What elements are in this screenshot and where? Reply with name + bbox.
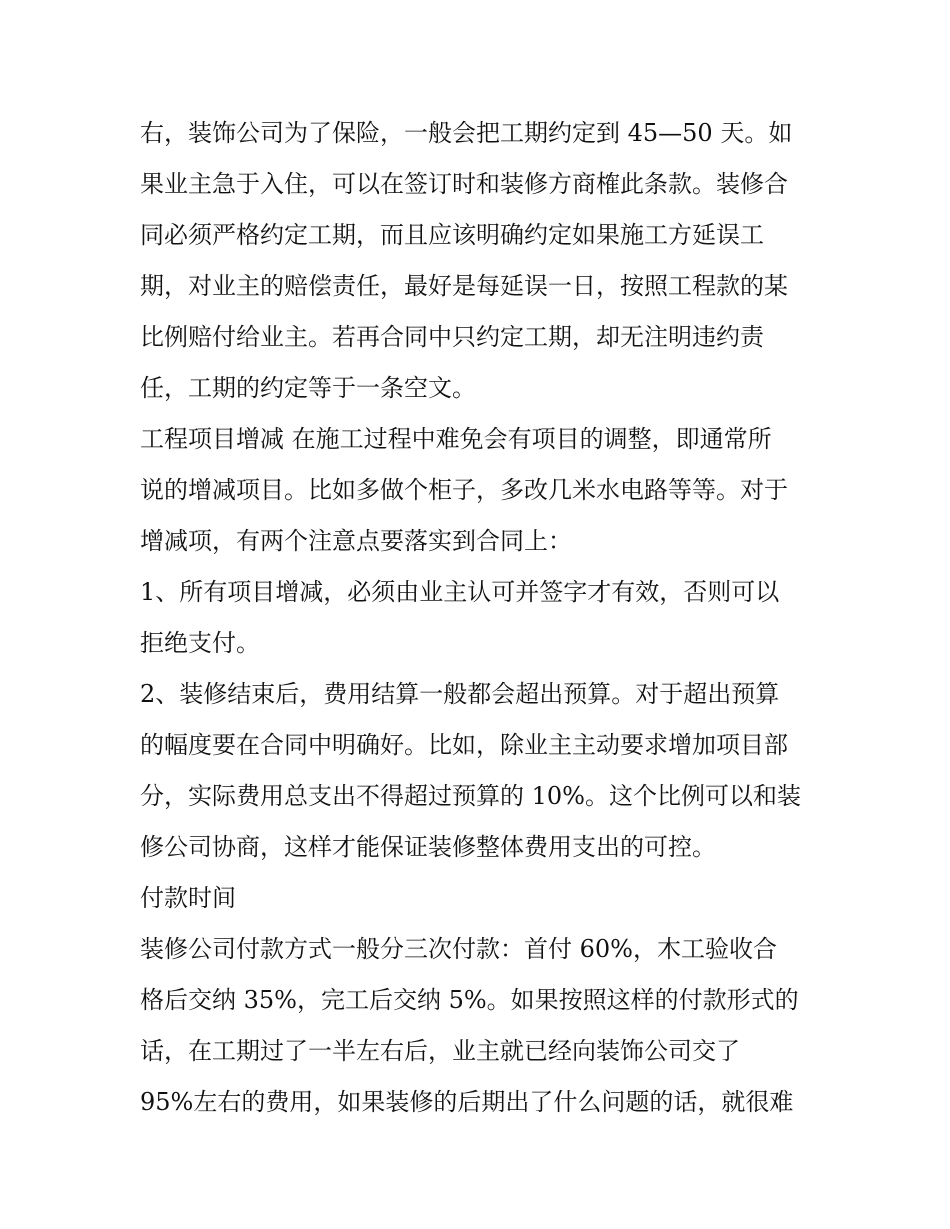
section-heading-line: 工程项目增减 在施工过程中难免会有项目的调整，即通常所: [140, 425, 772, 453]
text-line: 增减项，有两个注意点要落实到合同上：: [140, 527, 572, 555]
text-line: 话，在工期过了一半左右后，业主就已经向装饰公司交了: [140, 1037, 740, 1065]
text-line: 格后交纳 35%，完工后交纳 5%。如果按照这样的付款形式的: [140, 986, 799, 1014]
text-line: 任，工期的约定等于一条空文。: [140, 374, 476, 402]
text-line: 说的增减项目。比如多做个柜子，多改几米水电路等等。对于: [140, 476, 788, 504]
text-line: 95%左右的费用，如果装修的后期出了什么问题的话，就很难: [140, 1088, 794, 1116]
list-item-1-line: 1、所有项目增减，必须由业主认可并签字才有效，否则可以: [140, 578, 780, 606]
list-item-2-line: 2、装修结束后，费用结算一般都会超出预算。对于超出预算: [140, 680, 780, 708]
text-line: 右，装饰公司为了保险，一般会把工期约定到 45—50 天。如: [140, 119, 793, 147]
list-item-2-line: 分，实际费用总支出不得超过预算的 10%。这个比例可以和装: [140, 782, 801, 810]
list-item-1-line: 拒绝支付。: [140, 629, 260, 657]
text-line: 果业主急于入住，可以在签订时和装修方商榷此条款。装修合: [140, 170, 788, 198]
list-item-2-line: 修公司协商，这样才能保证装修整体费用支出的可控。: [140, 833, 716, 861]
section-heading: 付款时间: [140, 884, 236, 912]
text-line: 比例赔付给业主。若再合同中只约定工期，却无注明违约责: [140, 323, 764, 351]
text-line: 装修公司付款方式一般分三次付款：首付 60%，木工验收合: [140, 935, 777, 963]
list-item-2-line: 的幅度要在合同中明确好。比如，除业主主动要求增加项目部: [140, 731, 788, 759]
document-body: [140, 108, 820, 1128]
text-line: 期，对业主的赔偿责任，最好是每延误一日，按照工程款的某: [140, 272, 788, 300]
text-line: 同必须严格约定工期，而且应该明确约定如果施工方延误工: [140, 221, 764, 249]
